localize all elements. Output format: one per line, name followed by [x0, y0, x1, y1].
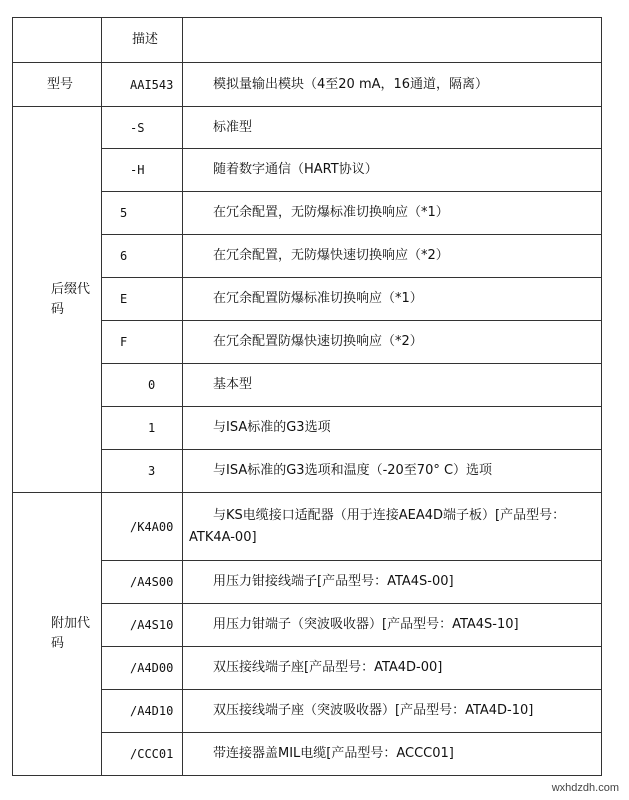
- option-code: /A4S00: [130, 575, 174, 589]
- suffix-label: 后缀代码: [51, 281, 91, 317]
- suffix-desc: 随着数字通信（HART协议）: [213, 162, 378, 177]
- suffix-code: 5: [120, 206, 128, 220]
- suffix-code-cell: [102, 364, 183, 407]
- option-desc-cell: [183, 690, 602, 733]
- suffix-code: 1: [148, 421, 156, 435]
- suffix-desc-cell: [183, 149, 602, 192]
- model-label-cell: [13, 63, 102, 107]
- suffix-code-cell: [102, 321, 183, 364]
- option-code: /A4D00: [130, 661, 174, 675]
- suffix-desc-cell: [183, 321, 602, 364]
- suffix-code-cell: [102, 149, 183, 192]
- option-label-cell: [13, 493, 102, 776]
- suffix-label-cell: [13, 107, 102, 493]
- option-code: /K4A00: [130, 519, 174, 534]
- header-blank-cell: [13, 18, 102, 63]
- option-code: /A4D10: [130, 704, 174, 718]
- option-desc: 双压接线端子座（突波吸收器）[产品型号：ATA4D-10]: [213, 703, 534, 718]
- suffix-row: [13, 192, 602, 235]
- spec-table: [12, 17, 602, 776]
- suffix-code: 6: [120, 249, 128, 263]
- suffix-code-cell: [102, 450, 183, 493]
- suffix-row: [13, 321, 602, 364]
- suffix-desc: 在冗余配置防爆快速切换响应（*2）: [213, 334, 423, 349]
- suffix-code-cell: [102, 278, 183, 321]
- option-row: [13, 561, 602, 604]
- header-label-cell: [102, 18, 183, 63]
- suffix-code-cell: [102, 407, 183, 450]
- suffix-row: [13, 107, 602, 149]
- suffix-code: 3: [148, 464, 156, 478]
- option-desc-cell: [183, 733, 602, 776]
- suffix-desc-cell: [183, 407, 602, 450]
- model-row: [13, 63, 602, 107]
- model-code: AAI543: [130, 77, 174, 92]
- suffix-desc: 在冗余配置，无防爆标准切换响应（*1）: [213, 205, 449, 220]
- watermark-text: wxhdzdh.com: [551, 782, 619, 794]
- suffix-desc-cell: [183, 364, 602, 407]
- suffix-code: 0: [148, 378, 156, 392]
- model-desc-cell: [183, 63, 602, 107]
- option-desc: 双压接线端子座[产品型号：ATA4D-00]: [213, 660, 443, 675]
- model-code-cell: [102, 63, 183, 107]
- option-desc: 用压力钳端子（突波吸收器）[产品型号：ATA4S-10]: [213, 617, 519, 632]
- suffix-row: [13, 450, 602, 493]
- suffix-row: [13, 149, 602, 192]
- header-empty-cell: [183, 18, 602, 63]
- option-desc: 带连接器盖MIL电缆[产品型号：ACCC01]: [213, 746, 454, 761]
- suffix-desc-cell: [183, 450, 602, 493]
- header-row: [13, 18, 602, 63]
- suffix-desc-cell: [183, 278, 602, 321]
- suffix-desc-cell: [183, 235, 602, 278]
- suffix-row: [13, 364, 602, 407]
- option-label: 附加代码: [51, 616, 91, 651]
- suffix-desc-cell: [183, 107, 602, 149]
- suffix-row: [13, 278, 602, 321]
- option-code-cell: [102, 690, 183, 733]
- option-code: /A4S10: [130, 618, 174, 632]
- header-label: 描述: [132, 32, 159, 47]
- option-row: [13, 647, 602, 690]
- suffix-row: [13, 235, 602, 278]
- option-row: [13, 733, 602, 776]
- option-code: /CCC01: [130, 747, 174, 761]
- option-desc-cell: [183, 604, 602, 647]
- suffix-code: -S: [130, 120, 145, 135]
- suffix-desc: 基本型: [213, 377, 253, 392]
- suffix-desc: 标准型: [213, 119, 253, 135]
- option-code-cell: [102, 493, 183, 561]
- option-code-cell: [102, 733, 183, 776]
- suffix-desc: 在冗余配置防爆标准切换响应（*1）: [213, 291, 423, 306]
- option-desc: 与KS电缆接口适配器（用于连接AEA4D端子板）[产品型号：ATK4A-00]: [189, 507, 566, 545]
- suffix-code: E: [120, 292, 128, 306]
- suffix-desc: 与ISA标准的G3选项和温度（-20至70° C）选项: [213, 463, 493, 478]
- suffix-row: [13, 407, 602, 450]
- option-code-cell: [102, 604, 183, 647]
- suffix-desc-cell: [183, 192, 602, 235]
- option-row: [13, 493, 602, 561]
- suffix-desc: 与ISA标准的G3选项: [213, 420, 331, 435]
- suffix-desc: 在冗余配置，无防爆快速切换响应（*2）: [213, 248, 449, 263]
- suffix-code-cell: [102, 235, 183, 278]
- model-desc: 模拟量输出模块（4至20 mA，16通道，隔离）: [213, 76, 489, 92]
- option-code-cell: [102, 647, 183, 690]
- option-code-cell: [102, 561, 183, 604]
- suffix-code: F: [120, 335, 128, 349]
- model-label: 型号: [47, 76, 74, 92]
- option-desc: 用压力钳接线端子[产品型号：ATA4S-00]: [213, 574, 454, 589]
- option-desc-cell: [183, 561, 602, 604]
- option-desc-cell: [183, 493, 602, 561]
- option-row: [13, 690, 602, 733]
- suffix-code-cell: [102, 192, 183, 235]
- suffix-code-cell: [102, 107, 183, 149]
- option-desc-cell: [183, 647, 602, 690]
- suffix-code: -H: [130, 163, 145, 177]
- option-row: [13, 604, 602, 647]
